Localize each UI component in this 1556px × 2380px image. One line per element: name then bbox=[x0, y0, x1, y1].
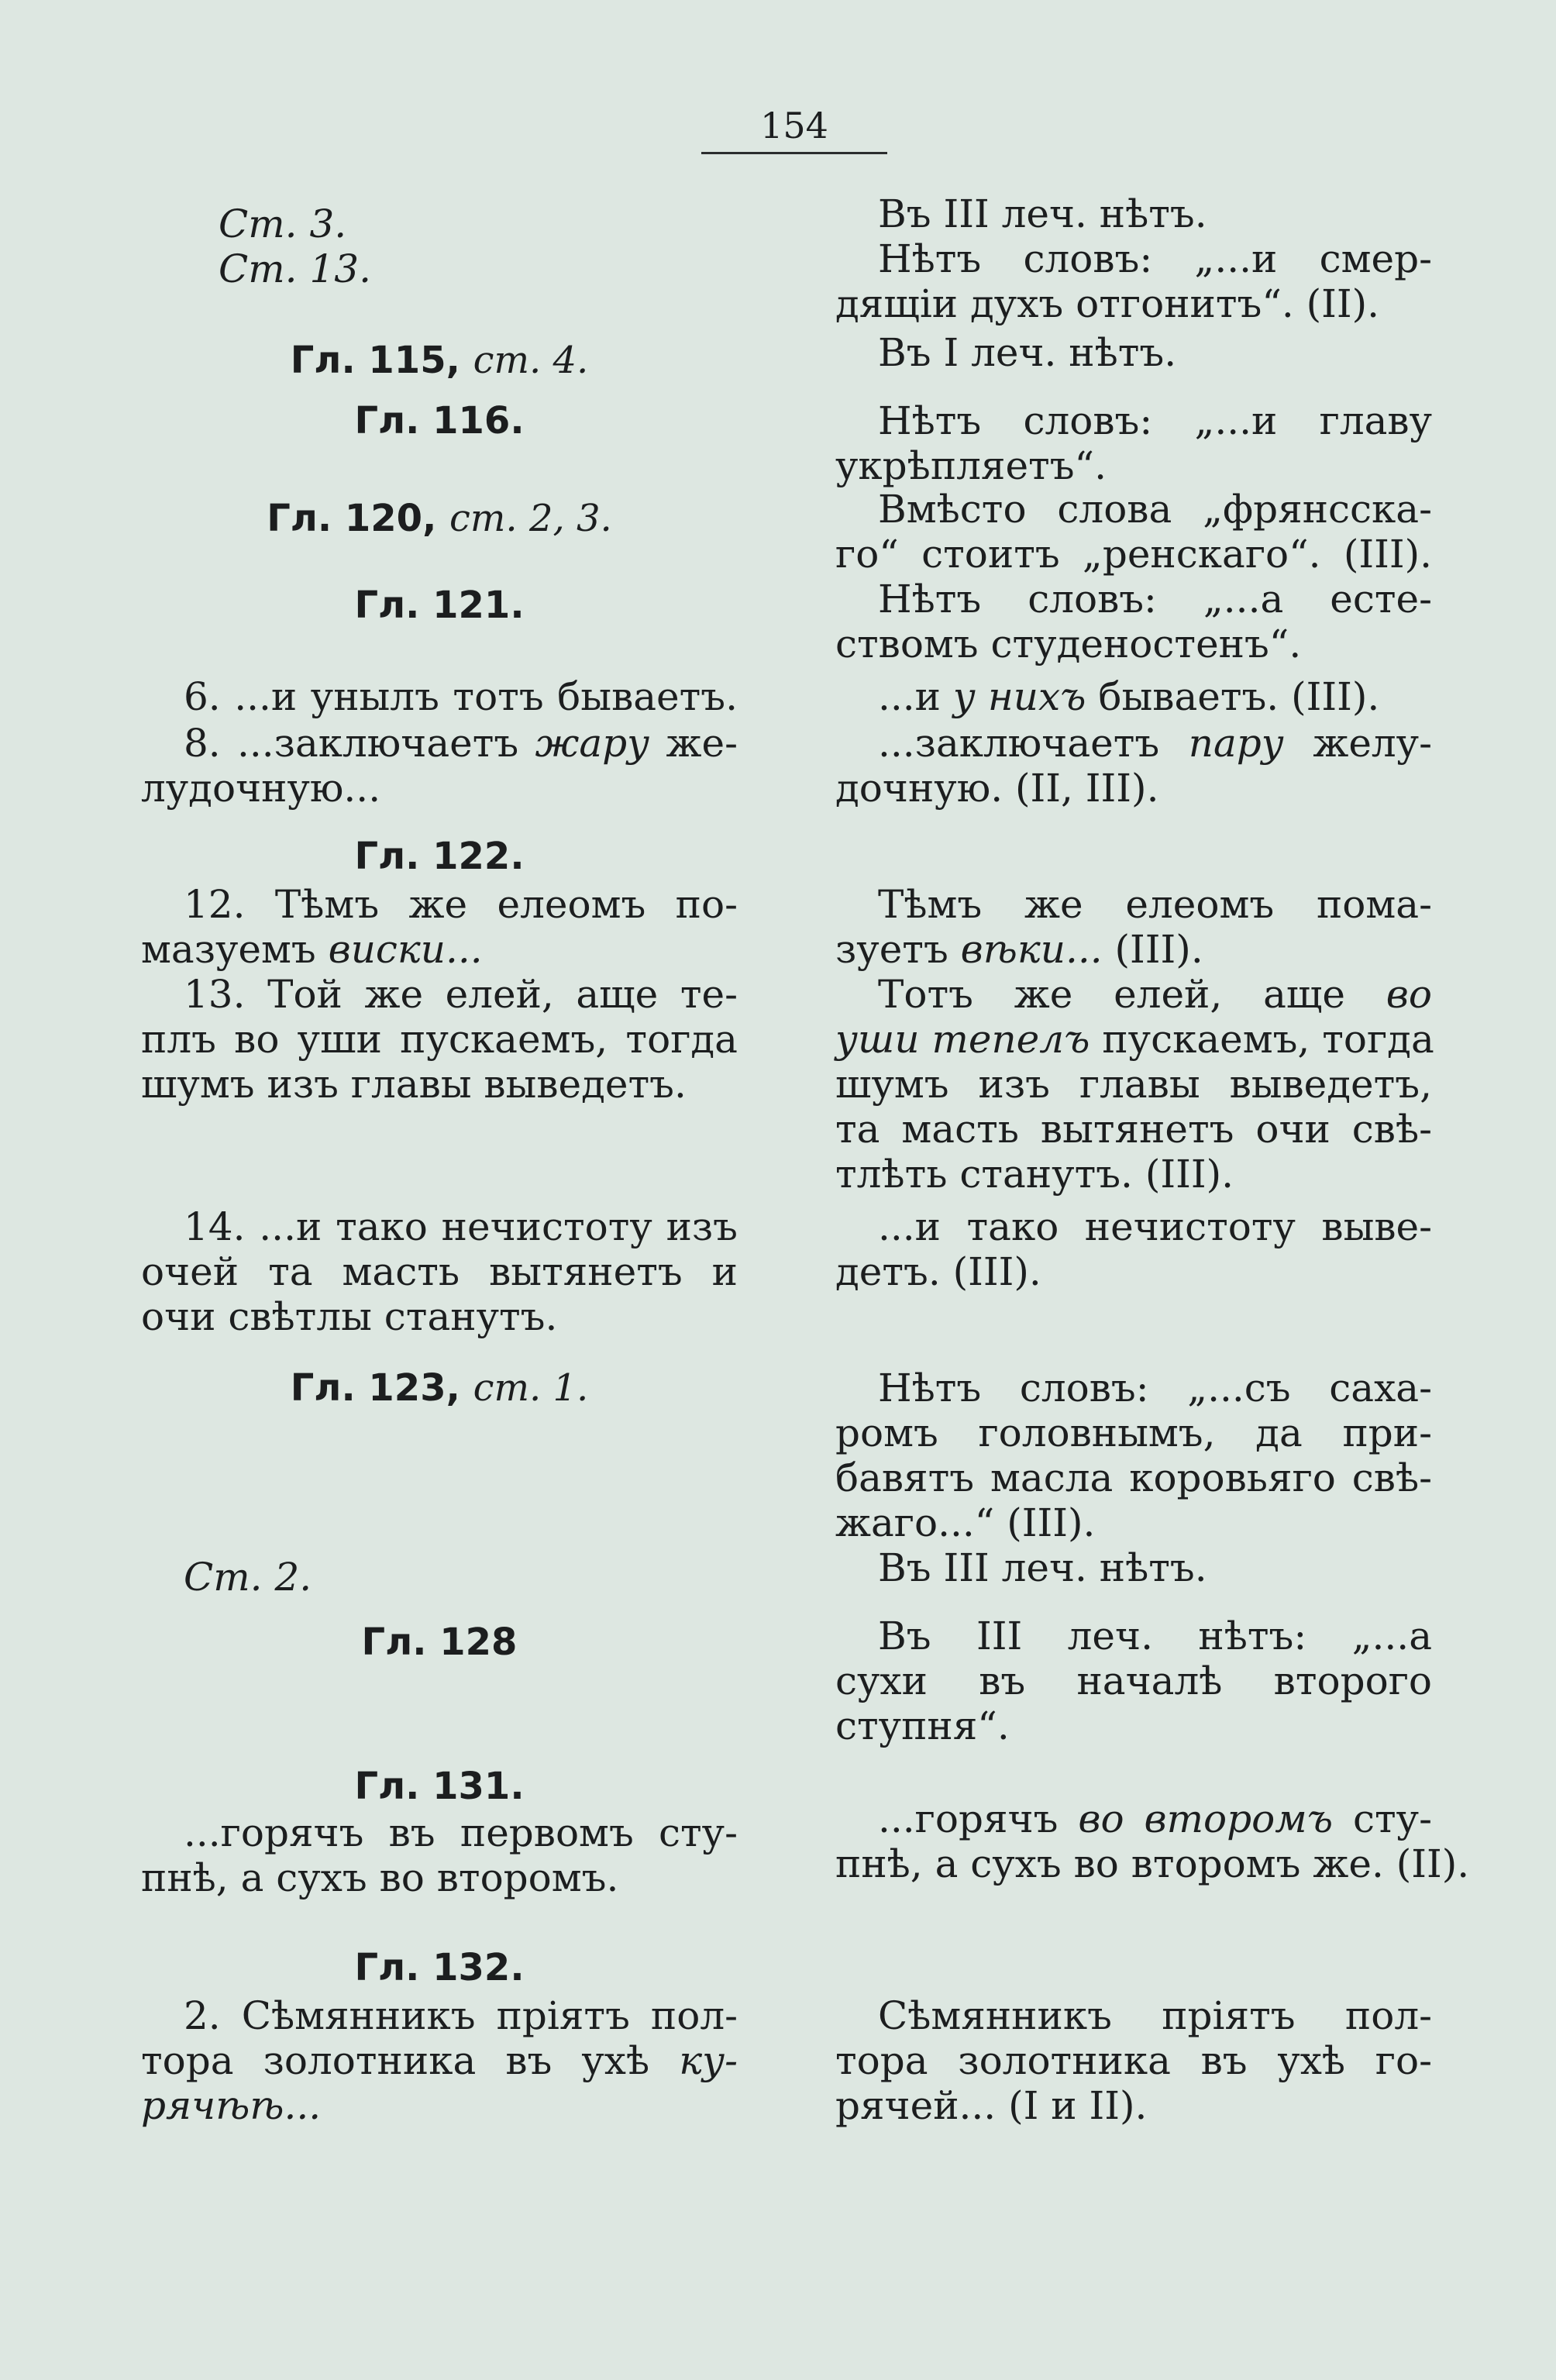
verse-label: ст. 1. bbox=[473, 1366, 589, 1410]
italic-run: уши тепелъ bbox=[835, 1017, 1090, 1062]
right-note: Сѣмянникъ пріятъ пол- bbox=[878, 1993, 1432, 2038]
right-note: ...и тако нечистоту выве- bbox=[878, 1204, 1432, 1249]
text-run: же- bbox=[666, 721, 738, 766]
text-run: ...и bbox=[878, 674, 942, 719]
chapter-heading: Гл. 116. bbox=[354, 399, 525, 443]
right-note: го“ стоитъ „ренскаго“. (III). bbox=[835, 532, 1432, 577]
text-run: 8. ...заключаетъ bbox=[184, 721, 519, 766]
left-text: очи свѣтлы станутъ. bbox=[141, 1294, 558, 1339]
right-note: Въ III леч. нѣтъ. bbox=[878, 1545, 1207, 1590]
text-run: тора золотника въ ухѣ bbox=[141, 2038, 650, 2083]
right-note: бавятъ масла коровьяго свѣ- bbox=[835, 1455, 1432, 1500]
left-text: лудочную... bbox=[141, 766, 381, 811]
text-run: желу- bbox=[1313, 721, 1432, 766]
text-run: (III). bbox=[1114, 927, 1203, 972]
right-note bbox=[835, 972, 1432, 1017]
right-note: укрѣпляетъ“. bbox=[835, 443, 1107, 488]
text-run: ...горячъ bbox=[878, 1796, 1059, 1841]
text-run: пускаемъ, тогда bbox=[1102, 1017, 1434, 1062]
italic-run: пару bbox=[1188, 721, 1284, 766]
right-note bbox=[835, 721, 1432, 766]
chapter-label: Гл. 115, bbox=[290, 339, 460, 382]
text-run: ...заключаетъ bbox=[878, 721, 1160, 766]
right-note: та масть вытянетъ очи свѣ- bbox=[835, 1107, 1432, 1152]
right-note: Нѣтъ словъ: „...и главу bbox=[878, 398, 1432, 443]
right-note bbox=[835, 1017, 1432, 1062]
left-text: 14. ...и тако нечистоту изъ bbox=[184, 1204, 738, 1249]
italic-run: вѣки... bbox=[960, 927, 1103, 972]
right-note: Вмѣсто слова „фрянсска- bbox=[878, 487, 1432, 532]
italic-run: во bbox=[1386, 972, 1432, 1017]
verse-label: ст. 4. bbox=[473, 339, 589, 382]
text-run: бываетъ. (III). bbox=[1098, 674, 1380, 719]
left-text: шумъ изъ главы выведетъ. bbox=[141, 1062, 687, 1107]
left-text: очей та масть вытянетъ и bbox=[141, 1249, 738, 1294]
right-note: дящіи духъ отгонитъ“. (II). bbox=[835, 281, 1380, 326]
left-text: 12. Тѣмъ же елеомъ по- bbox=[184, 882, 738, 927]
italic-run: ку- bbox=[679, 2038, 738, 2083]
left-text: рячѣѣ... bbox=[141, 2083, 322, 2128]
chapter-heading: Гл. 131. bbox=[354, 1765, 525, 1808]
right-note: детъ. (III). bbox=[835, 1249, 1041, 1294]
italic-run: у нихъ bbox=[952, 674, 1086, 719]
right-note: Въ III леч. нѣтъ. bbox=[878, 191, 1207, 236]
right-note: Нѣтъ словъ: „...съ саха- bbox=[878, 1366, 1432, 1410]
right-note: жаго...“ (III). bbox=[835, 1500, 1096, 1545]
right-note: ствомъ студеностенъ“. bbox=[835, 622, 1302, 666]
right-note bbox=[835, 674, 1432, 719]
right-note bbox=[835, 1796, 1432, 1841]
right-note: сухи въ началѣ второго bbox=[835, 1658, 1432, 1703]
left-ref-st3: Ст. 3. bbox=[219, 201, 347, 246]
left-text: плъ во уши пускаемъ, тогда bbox=[141, 1017, 738, 1062]
chapter-heading: Гл. 128 bbox=[361, 1621, 518, 1664]
verse-label: ст. 2, 3. bbox=[449, 497, 612, 540]
right-note: Тѣмъ же елеомъ пома- bbox=[878, 882, 1432, 927]
left-text: 13. Той же елей, аще те- bbox=[184, 972, 738, 1017]
text-run: мазуемъ bbox=[141, 927, 316, 972]
right-note: тора золотника въ ухѣ го- bbox=[835, 2038, 1432, 2083]
chapter-heading: Гл. 121. bbox=[354, 584, 525, 627]
right-note: шумъ изъ главы выведетъ, bbox=[835, 1062, 1432, 1107]
left-text: 2. Сѣмянникъ пріятъ пол- bbox=[184, 1993, 738, 2038]
left-text: ...горячъ въ первомъ сту- bbox=[184, 1810, 738, 1855]
right-note: Нѣтъ словъ: „...а есте- bbox=[878, 577, 1432, 622]
left-ref-st13: Ст. 13. bbox=[219, 246, 371, 291]
page-number-rule bbox=[701, 152, 887, 154]
left-text: пнѣ, а сухъ во второмъ. bbox=[141, 1855, 619, 1900]
right-note: рячей... (I и II). bbox=[835, 2083, 1148, 2128]
chapter-heading bbox=[141, 1366, 738, 1410]
text-run: Тотъ же елей, аще bbox=[878, 972, 1345, 1017]
chapter-label: Гл. 123, bbox=[290, 1366, 460, 1410]
left-ref-st2: Ст. 2. bbox=[184, 1555, 312, 1600]
left-text bbox=[141, 927, 738, 972]
text-run: сту- bbox=[1353, 1796, 1432, 1841]
right-note: тлѣть станутъ. (III). bbox=[835, 1152, 1234, 1197]
italic-run: виски... bbox=[328, 927, 483, 972]
right-note: ступня“. bbox=[835, 1703, 1010, 1748]
right-note: Въ III леч. нѣтъ: „...а bbox=[878, 1614, 1432, 1658]
left-text: 6. ...и унылъ тотъ бываетъ. bbox=[184, 674, 738, 719]
chapter-label: Гл. 120, bbox=[267, 497, 437, 540]
right-note: дочную. (II, III). bbox=[835, 766, 1159, 811]
right-note: Нѣтъ словъ: „...и смер- bbox=[878, 236, 1432, 281]
text-run: зуетъ bbox=[835, 927, 948, 972]
left-text bbox=[141, 2038, 738, 2083]
page-number: 154 bbox=[760, 105, 828, 146]
chapter-heading: Гл. 132. bbox=[354, 1946, 525, 1989]
left-text bbox=[141, 721, 738, 766]
right-note: пнѣ, а сухъ во второмъ же. (II). bbox=[835, 1841, 1470, 1886]
right-note: Въ I леч. нѣтъ. bbox=[878, 330, 1177, 375]
chapter-heading bbox=[141, 338, 738, 383]
right-note bbox=[835, 927, 1432, 972]
italic-run: жару bbox=[535, 721, 650, 766]
chapter-heading bbox=[141, 496, 738, 541]
chapter-heading: Гл. 122. bbox=[354, 835, 525, 878]
italic-run: во второмъ bbox=[1078, 1796, 1334, 1841]
right-note: ромъ головнымъ, да при- bbox=[835, 1410, 1432, 1455]
